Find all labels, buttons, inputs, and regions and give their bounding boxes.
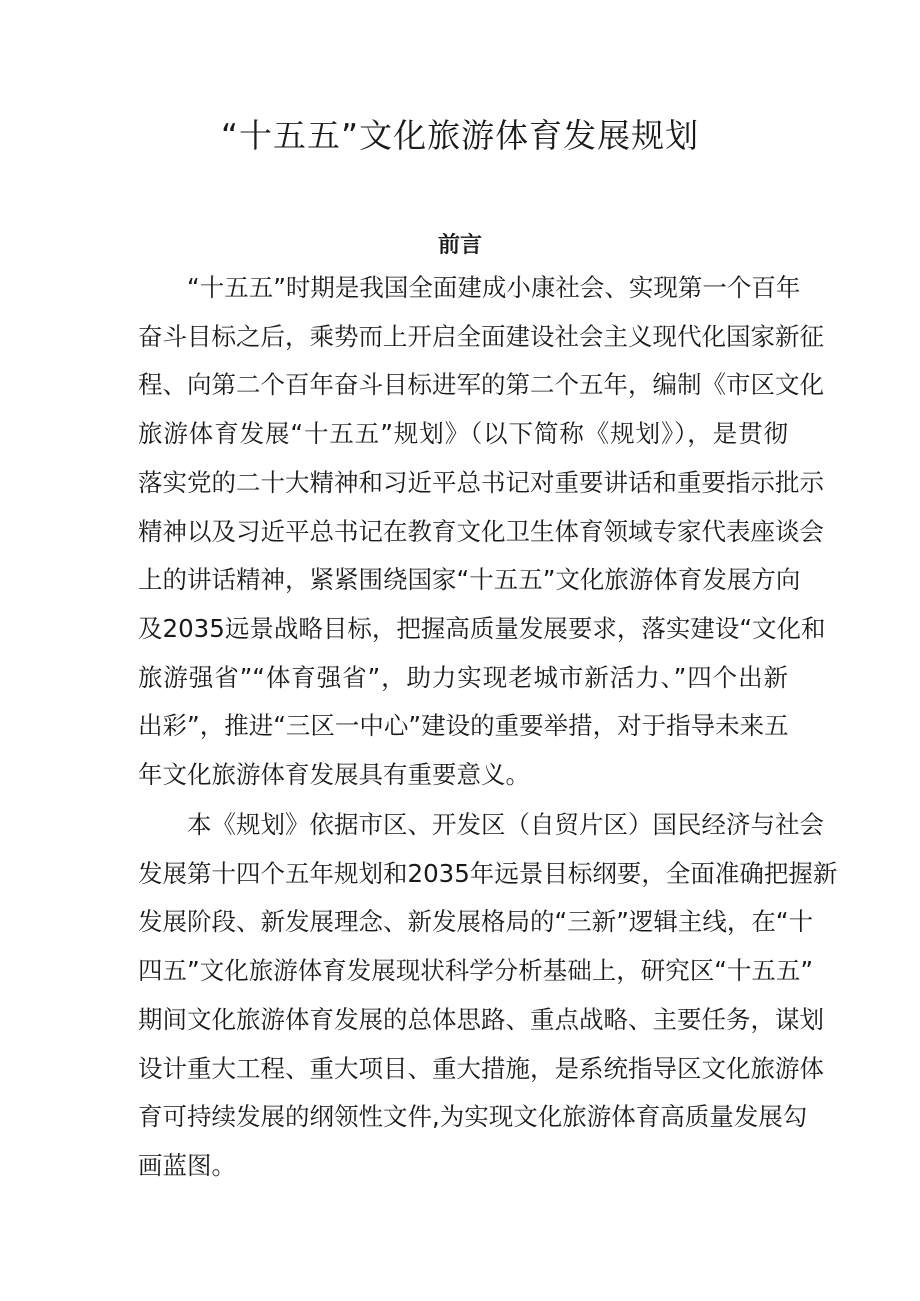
paragraph-line: 设计重大工程、重大项目、重大措施，是系统指导区文化旅游体 [138,1053,824,1083]
paragraph-line: 及2035远景战略目标，把握高质量发展要求，落实建设“文化和 [138,613,826,643]
paragraph-2 [138,801,838,1191]
document-title: “十五五”文化旅游体育发展规划 [220,116,700,155]
paragraph-line: 出彩”，推进“三区一中心”建设的重要举措，对于指导未来五 [138,711,789,741]
paragraph-line: 画蓝图。 [138,1150,236,1180]
paragraph-line: 精神以及习近平总书记在教育文化卫生体育领域专家代表座谈会 [138,516,824,546]
paragraph-line: 上的讲话精神，紧紧围绕国家“十五五”文化旅游体育发展方向 [138,565,801,595]
paragraph-line: 年文化旅游体育发展具有重要意义。 [138,760,530,790]
paragraph-1 [138,264,826,800]
paragraph-line: 落实党的二十大精神和习近平总书记对重要讲话和重要指示批示 [138,467,824,497]
paragraph-line: 旅游强省”“体育强省”，助力实现老城市新活力、”四个出新 [138,662,788,692]
paragraph-line: 发展第十四个五年规划和2035年远景目标纲要，全面准确把握新 [138,858,838,888]
paragraph-line: “十五五”时期是我国全面建成小康社会、实现第一个百年 [187,273,801,302]
paragraph-line: 旅游体育发展“十五五”规划》（以下简称《规划》），是贯彻 [138,419,788,449]
paragraph-line: 育可持续发展的纲领性文件,为实现文化旅游体育高质量发展勾 [138,1102,808,1132]
section-heading: 前言 [437,233,482,258]
paragraph-line: 程、向第二个百年奋斗目标进军的第二个五年，编制《市区文化 [138,370,824,400]
paragraph-line: 期间文化旅游体育发展的总体思路、重点战略、主要任务，谋划 [138,1004,824,1034]
paragraph-line: 发展阶段、新发展理念、新发展格局的“三新”逻辑主线，在“十 [138,907,814,937]
paragraph-line: 四五”文化旅游体育发展现状科学分析基础上，研究区“十五五” [138,956,814,986]
paragraph-line: 本《规划》依据市区、开发区（自贸片区）国民经济与社会 [187,810,824,839]
paragraph-line: 奋斗目标之后，乘势而上开启全面建设社会主义现代化国家新征 [138,321,824,351]
